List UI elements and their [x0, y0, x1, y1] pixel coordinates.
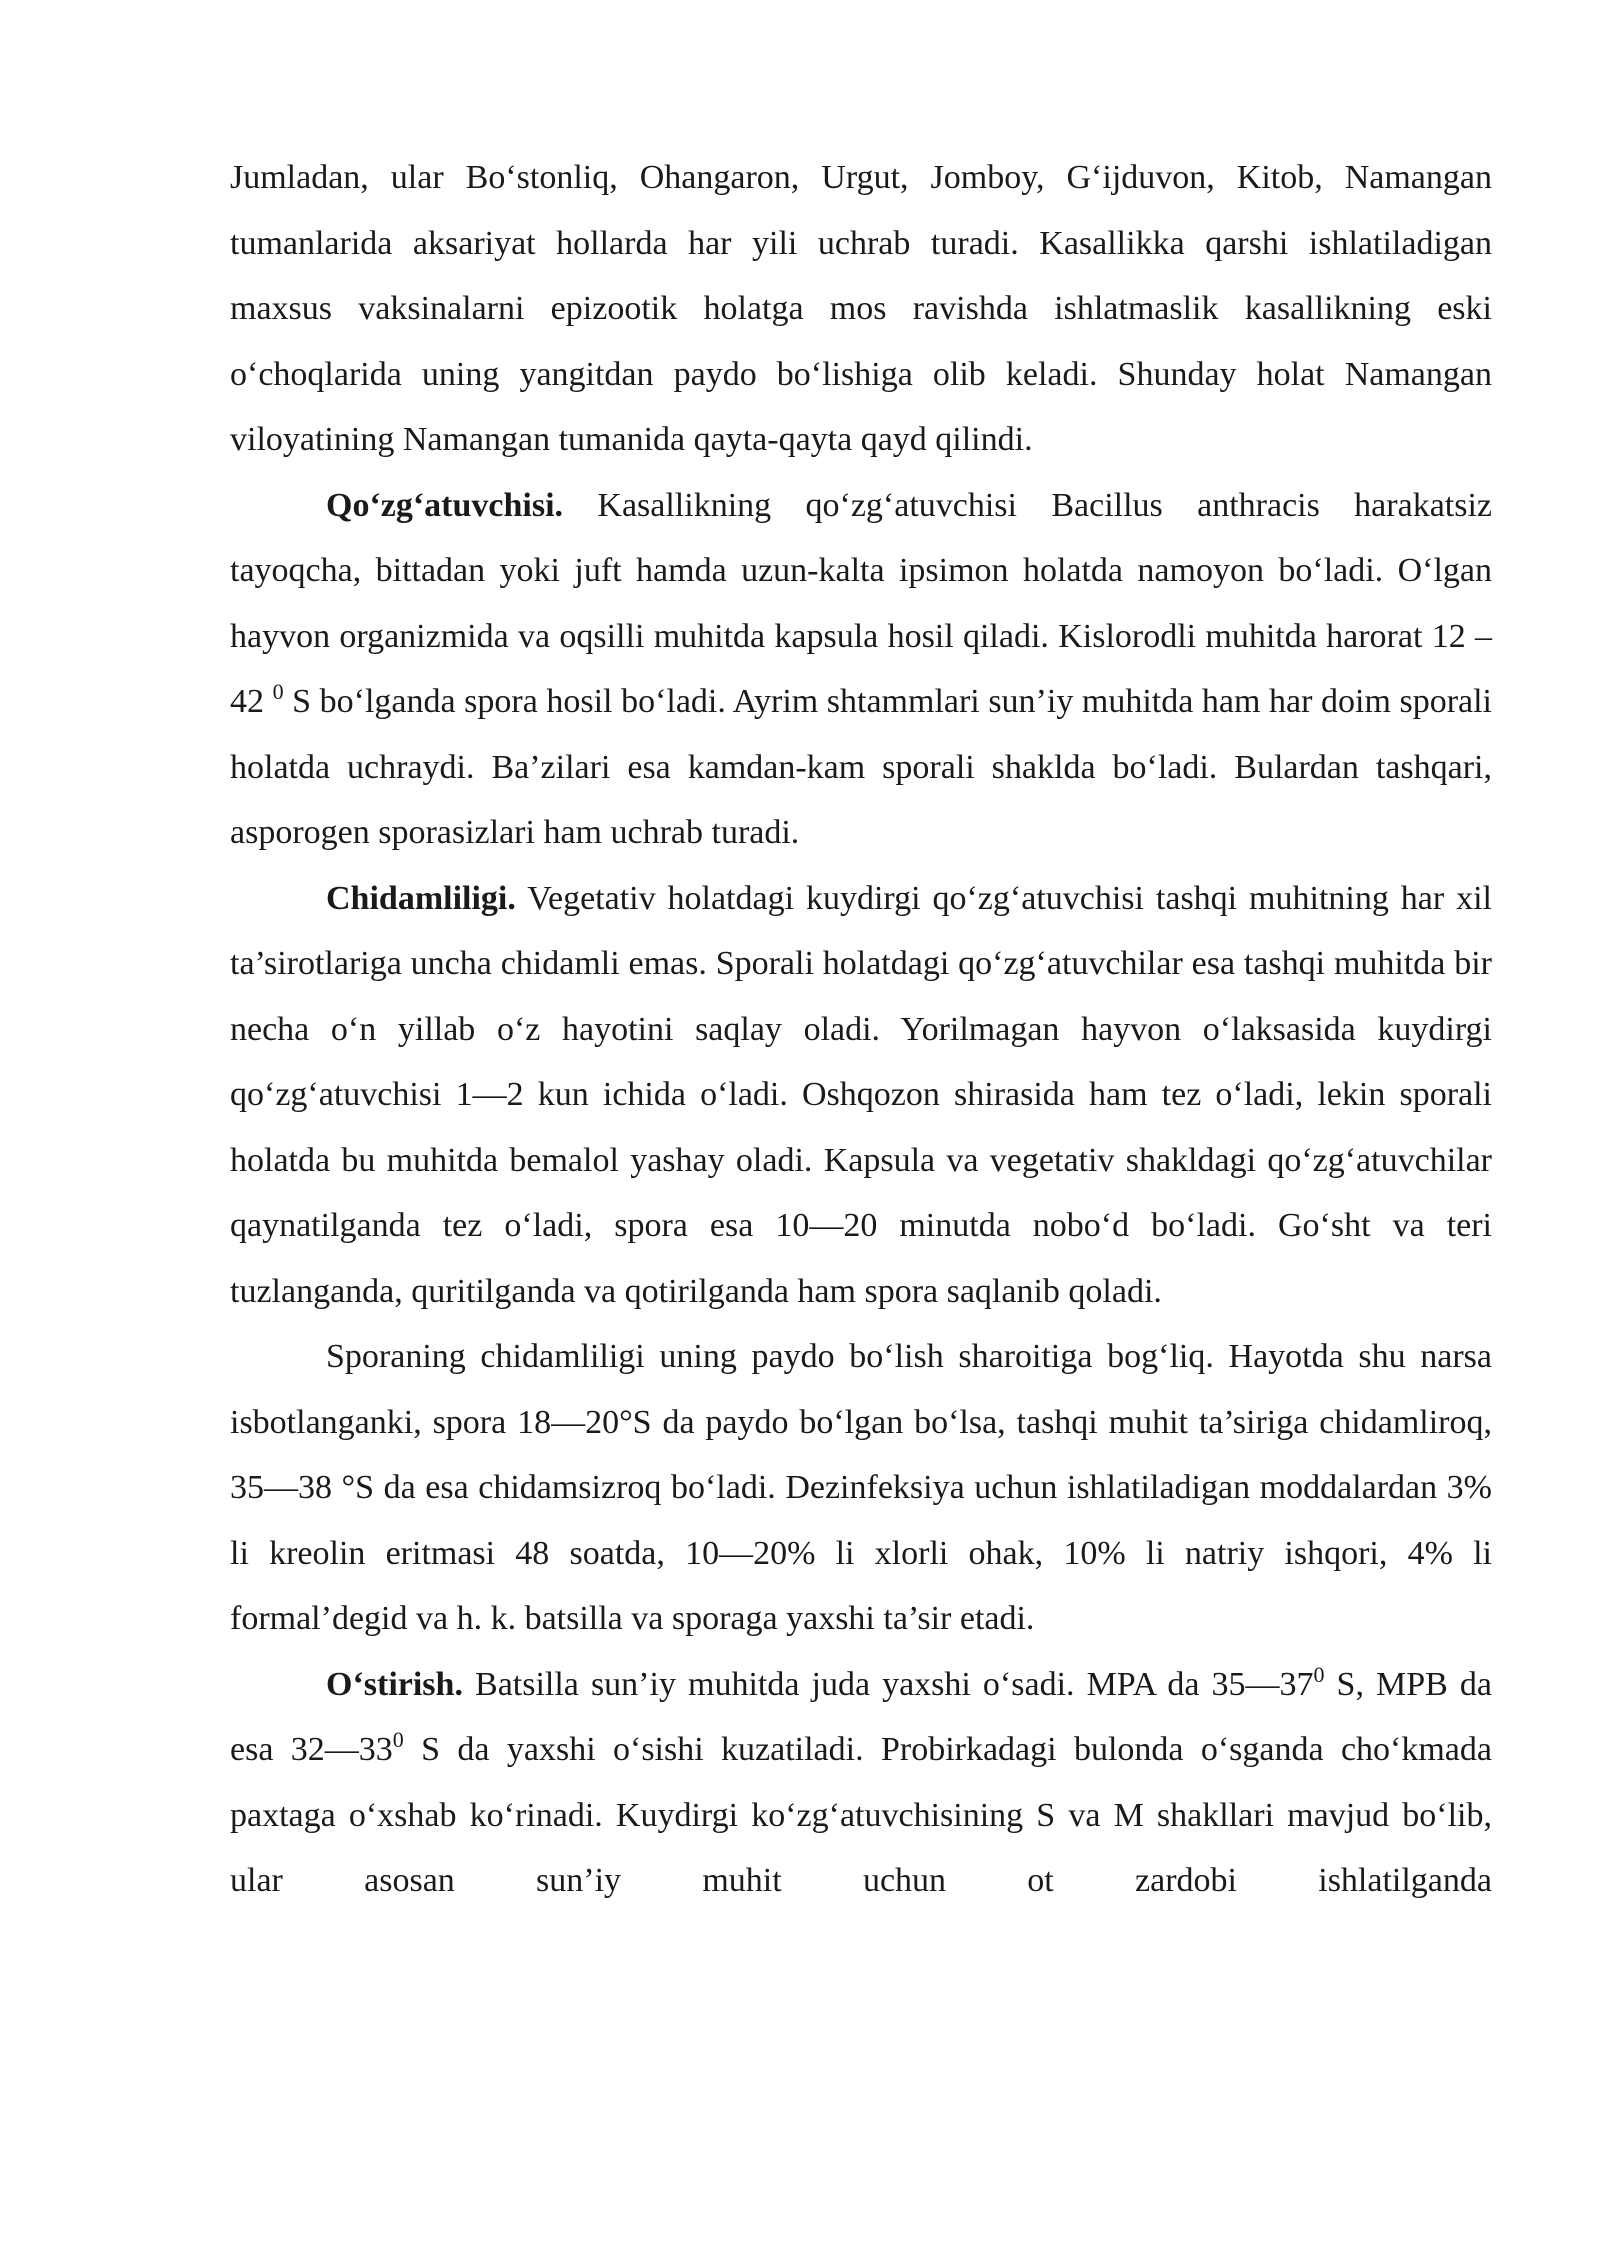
- paragraph-causative-agent: [230, 473, 1492, 866]
- paragraph-text: S boʻlganda spora hosil boʻladi. Ayrim shtammlari sun’iy muhitda ham har doim sporali holatda uchraydi. Ba’zilari esa kamdan-kam sporali shaklda boʻladi. Bulardan tashqari, asporogen sporasizlari ham uchrab turadi.: [230, 683, 1493, 851]
- section-heading: Chidamliligi.: [326, 879, 516, 917]
- degree-superscript: 0: [272, 679, 284, 704]
- paragraph-spore-resistance: [230, 1324, 1492, 1652]
- section-heading: Qoʻzgʻatuvchisi.: [326, 486, 564, 524]
- degree-superscript: 0: [392, 1727, 404, 1752]
- paragraph-cultivation: [230, 1652, 1492, 1914]
- degree-superscript: 0: [1313, 1661, 1325, 1687]
- document-page: [230, 145, 1492, 1914]
- paragraph-text: S da yaxshi oʻsishi kuzatiladi. Probirkadagi bulonda oʻsganda choʻkmada paxtaga oʻxshab koʻrinadi. Kuydirgi koʻzgʻatuvchisining S va M shakllari mavjud boʻlib, ular asosan sun’iy muhit uchun ot zardobi ishlatilganda: [230, 1731, 1492, 1899]
- paragraph-text: Sporaning chidamliligi uning paydo boʻlish sharoitiga bogʻliq. Hayotda shu narsa isbotlanganki, spora 18—20°S da paydo boʻlgan boʻlsa, tashqi muhit ta’siriga chidamliroq, 35—38 °S da esa chidamsizroq boʻladi. Dezinfeksiya uchun ishlatiladigan moddalardan 3% li kreolin eritmasi 48 soatda, 10—20% li xlorli ohak, 10% li natriy ishqori, 4% li formal’degid va h. k. batsilla va sporaga yaxshi ta’sir etadi.: [230, 1338, 1492, 1637]
- paragraph-resistance: [230, 866, 1492, 1325]
- paragraph-intro: [230, 145, 1492, 473]
- paragraph-text: Kasallikning qoʻzgʻatuvchisi Bacillus anthracis harakatsiz tayoqcha, bittadan yoki juft hamda uzun-kalta ipsimon holatda namoyon boʻladi. Oʻlgan hayvon organizmida va oqsilli muhitda kapsula hosil qiladi. Kislorodli muhitda harorat 12 – 42: [230, 486, 1492, 720]
- paragraph-text: Vegetativ holatdagi kuydirgi qoʻzgʻatuvchisi tashqi muhitning har xil ta’sirotlariga uncha chidamli emas. Sporali holatdagi qoʻzgʻatuvchilar esa tashqi muhitda bir necha oʻn yillab oʻz hayotini saqlay oladi. Yorilmagan hayvon oʻlaksasida kuydirgi qoʻzgʻatuvchisi 1—2 kun ichida oʻladi. Oshqozon shirasida ham tez oʻladi, lekin sporali holatda bu muhitda bemalol yashay oladi. Kapsula va vegetativ shakldagi qoʻzgʻatuvchilar qaynatilganda tez oʻladi, spora esa 10—20 minutda noboʻd boʻladi. Goʻsht va teri tuzlanganda, quritilganda va qotirilganda ham spora saqlanib qoladi.: [230, 879, 1492, 1310]
- paragraph-text: Batsilla sun’iy muhitda juda yaxshi oʻsadi. MPA da 35—37: [462, 1665, 1314, 1703]
- paragraph-text: Jumladan, ular Boʻstonliq, Ohangaron, Urgut, Jomboy, Gʻijduvon, Kitob, Namangan tumanlarida aksariyat hollarda har yili uchrab turadi. Kasallikka qarshi ishlatiladigan maxsus vaksinalarni epizootik holatga mos ravishda ishlatmaslik kasallikning eski oʻchoqlarida uning yangitdan paydo boʻlishiga olib keladi. Shunday holat Namangan viloyatining Namangan tumanida qayta-qayta qayd qilindi.: [230, 159, 1492, 458]
- paragraph-text: S, MPB da esa 32—33: [230, 1665, 1492, 1768]
- section-heading: Oʻstirish.: [326, 1665, 463, 1703]
